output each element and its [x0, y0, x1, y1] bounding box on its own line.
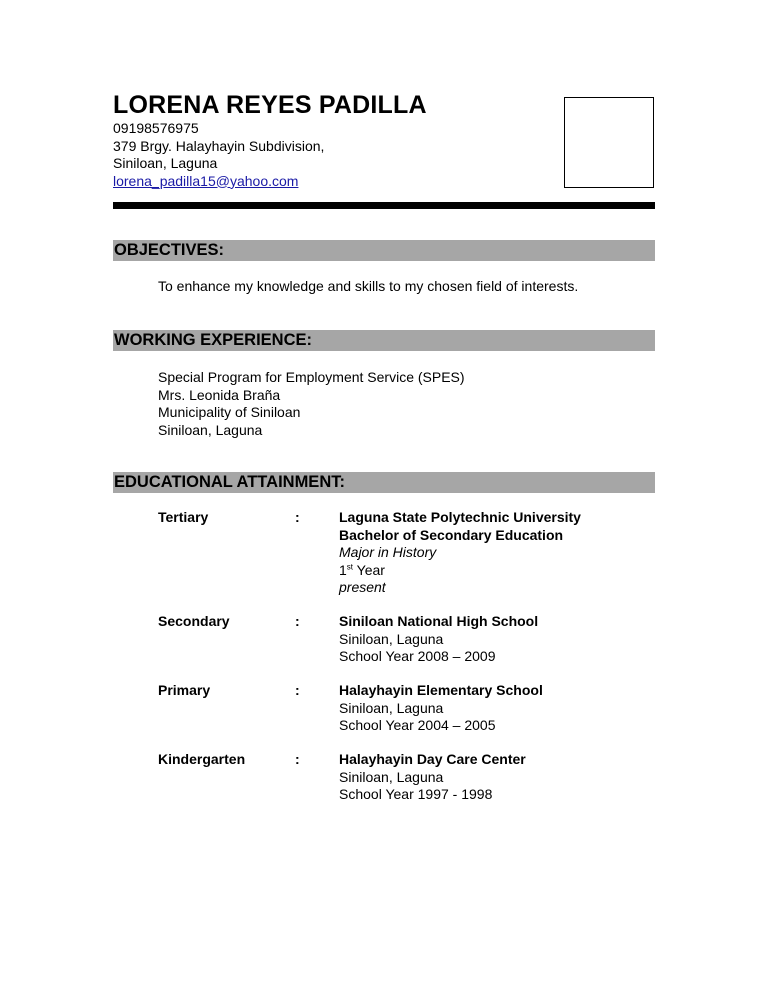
degree: Bachelor of Secondary Education	[339, 526, 564, 543]
experience-title: WORKING EXPERIENCE:	[114, 331, 313, 349]
objectives-text: To enhance my knowledge and skills to my chosen field of interests.	[158, 278, 579, 294]
experience-body	[158, 369, 465, 439]
school-year: School Year 2004 – 2005	[339, 717, 496, 733]
school-year: School Year 1997 - 1998	[339, 786, 493, 802]
education-title: EDUCATIONAL ATTAINMENT:	[114, 473, 345, 491]
year-ordinal: st	[346, 561, 354, 571]
experience-line: Mrs. Leonida Braña	[158, 386, 281, 403]
email-link[interactable]: lorena_padilla15@yahoo.com	[113, 172, 299, 189]
year-level	[339, 562, 581, 580]
education-colon: :	[295, 613, 300, 629]
objectives-title: OBJECTIVES:	[114, 241, 225, 259]
education-level: Secondary	[158, 613, 230, 629]
education-status: present	[339, 579, 386, 595]
school-name: Siniloan National High School	[339, 613, 539, 629]
experience-line: Siniloan, Laguna	[158, 421, 263, 438]
school-location: Siniloan, Laguna	[339, 699, 444, 716]
objectives-body	[158, 278, 578, 296]
major: Major in History	[339, 544, 437, 560]
education-header	[113, 472, 655, 493]
school-name: Laguna State Polytechnic University	[339, 509, 581, 525]
header-divider	[113, 202, 655, 209]
applicant-name: LORENA REYES PADILLA	[113, 91, 427, 119]
education-details	[339, 613, 538, 666]
education-level: Tertiary	[158, 509, 209, 525]
education-level: Kindergarten	[158, 751, 246, 767]
objectives-header	[113, 240, 655, 261]
education-details	[339, 509, 581, 597]
experience-line: Municipality of Siniloan	[158, 404, 301, 420]
photo-placeholder	[564, 97, 654, 188]
school-name: Halayhayin Elementary School	[339, 682, 543, 698]
experience-line: Special Program for Employment Service (SPES)	[158, 369, 465, 385]
experience-header	[113, 330, 655, 351]
school-name: Halayhayin Day Care Center	[339, 751, 526, 767]
education-details	[339, 682, 543, 735]
education-level: Primary	[158, 682, 211, 698]
contact-info	[113, 120, 324, 190]
address-line-1: 379 Brgy. Halayhayin Subdivision,	[113, 137, 325, 154]
education-colon: :	[295, 751, 300, 767]
year-word: Year	[353, 561, 385, 578]
education-colon: :	[295, 509, 300, 525]
education-details	[339, 751, 526, 804]
phone-number: 09198576975	[113, 120, 199, 136]
school-location: Siniloan, Laguna	[339, 768, 444, 785]
education-colon: :	[295, 682, 300, 698]
school-year: School Year 2008 – 2009	[339, 648, 496, 664]
school-location: Siniloan, Laguna	[339, 630, 444, 647]
address-line-2: Siniloan, Laguna	[113, 155, 218, 171]
year-number: 1	[339, 561, 347, 578]
